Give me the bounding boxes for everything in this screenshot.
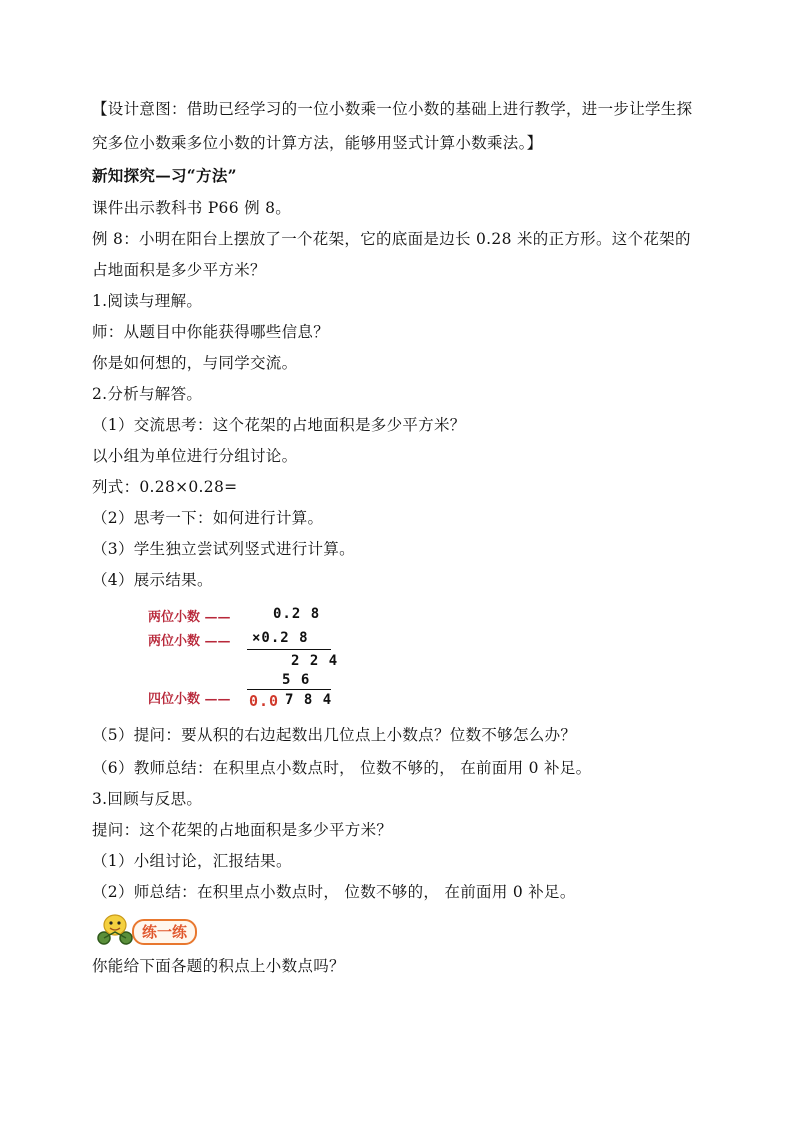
step-2-heading: 2.分析与解答。 bbox=[92, 385, 203, 403]
label-two-decimal-top: 两位小数 —— bbox=[148, 610, 231, 625]
practice-badge bbox=[94, 912, 244, 946]
product-leading-zeros: 0.0 bbox=[249, 692, 280, 710]
product-digits: 7 8 4 bbox=[285, 692, 333, 708]
example-line-2: 占地面积是多少平方米？ bbox=[92, 261, 266, 279]
multiplicand: 0.2 8 bbox=[273, 606, 321, 622]
courseware-line: 课件出示教科书 P66 例 8。 bbox=[92, 199, 292, 217]
practice-label: 练一练 bbox=[132, 919, 197, 945]
step-2-item-4: （4）展示结果。 bbox=[92, 571, 213, 589]
label-four-decimal: 四位小数 —— bbox=[148, 692, 231, 707]
step-3-item-2: （2）师总结：在积里点小数点时， 位数不够的， 在前面用 0 补足。 bbox=[92, 883, 576, 901]
vertical-multiplication bbox=[140, 604, 340, 714]
multiplier: ×0.2 8 bbox=[252, 630, 309, 646]
step-2-item-3: （3）学生独立尝试列竖式进行计算。 bbox=[92, 540, 355, 558]
practice-question: 你能给下面各题的积点上小数点吗？ bbox=[92, 957, 345, 975]
teacher-question: 师：从题目中你能获得哪些信息？ bbox=[92, 323, 330, 341]
design-intent-line-1: 【设计意图：借助已经学习的一位小数乘一位小数的基础上进行教学，进一步让学生探 bbox=[92, 100, 693, 118]
think-line: 你是如何想的，与同学交流。 bbox=[92, 354, 298, 372]
group-discussion-line: 以小组为单位进行分组讨论。 bbox=[92, 447, 298, 465]
ask-line: 提问：这个花架的占地面积是多少平方米？ bbox=[92, 821, 393, 839]
partial-product-1: 2 2 4 bbox=[291, 653, 339, 669]
formula-line: 列式：0.28×0.28= bbox=[92, 478, 238, 496]
design-intent-line-2: 究多位小数乘多位小数的计算方法，能够用竖式计算小数乘法。】 bbox=[92, 134, 543, 152]
step-3-heading: 3.回顾与反思。 bbox=[92, 790, 203, 808]
label-two-decimal-bottom: 两位小数 —— bbox=[148, 634, 231, 649]
rule-line-1 bbox=[247, 649, 331, 650]
example-line-1: 例 8：小明在阳台上摆放了一个花架，它的底面是边长 0.28 米的正方形。这个花架的 bbox=[92, 230, 691, 248]
partial-product-2: 5 6 bbox=[282, 672, 311, 688]
rule-line-2 bbox=[247, 689, 331, 690]
step-1-heading: 1.阅读与理解。 bbox=[92, 292, 203, 310]
step-2-item-6: （6）教师总结：在积里点小数点时， 位数不够的， 在前面用 0 补足。 bbox=[92, 759, 592, 777]
step-2-item-5: （5）提问：要从积的右边起数出几位点上小数点？位数不够怎么办？ bbox=[92, 726, 577, 744]
step-3-item-1: （1）小组讨论，汇报结果。 bbox=[92, 852, 292, 870]
section-title: 新知探究—习“方法” bbox=[92, 166, 237, 185]
step-2-item-2: （2）思考一下：如何进行计算。 bbox=[92, 509, 324, 527]
step-2-item-1: （1）交流思考：这个花架的占地面积是多少平方米？ bbox=[92, 416, 466, 434]
